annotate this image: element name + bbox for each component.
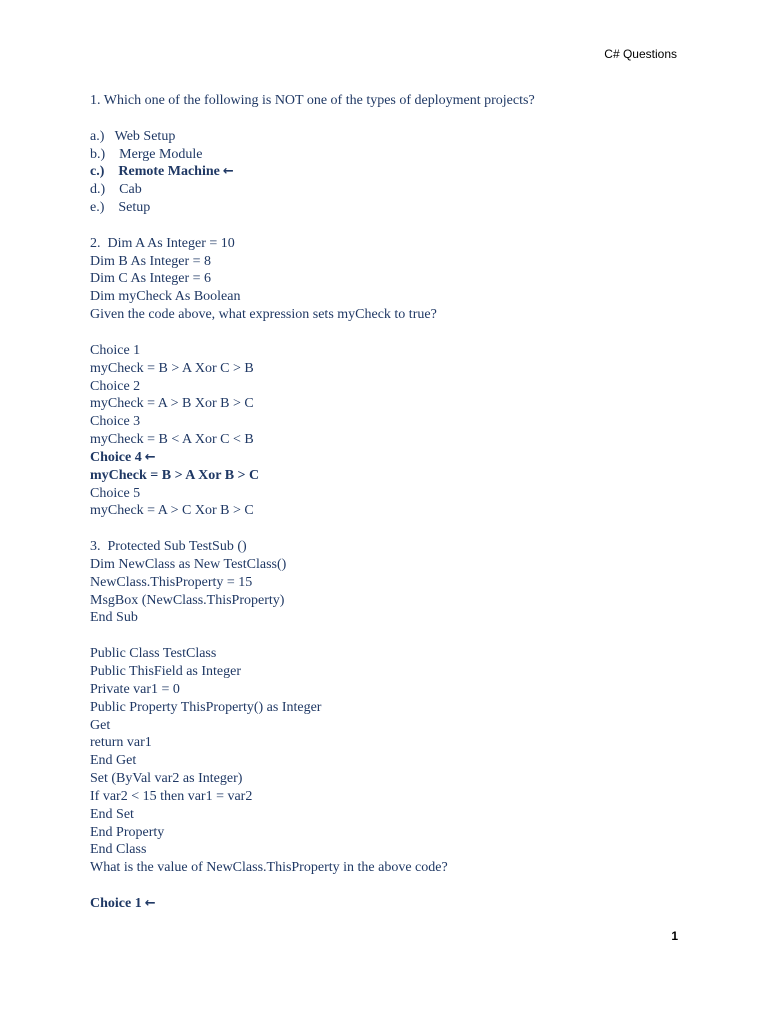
q3-class-line: return var1 — [90, 735, 152, 751]
q2-line-3: Dim C As Integer = 6 — [90, 271, 212, 287]
q3-line: 3. Protected Sub TestSub () — [90, 539, 247, 555]
document-header-title: C# Questions — [604, 47, 677, 61]
q2-choice-3-code: myCheck = B < A Xor C < B — [90, 432, 254, 448]
spacer — [90, 520, 690, 538]
arrow-left-icon: ← — [222, 164, 234, 180]
q3-class-line: Public ThisField as Integer — [90, 664, 241, 679]
q2-line-1: 2. Dim A As Integer = 10 — [90, 235, 235, 251]
q3-question: What is the value of NewClass.ThisProperty in the above code? — [90, 860, 448, 876]
q3-class-line: Public Class TestClass — [90, 646, 217, 662]
page-number: 1 — [671, 929, 678, 943]
q3-answer — [90, 895, 690, 913]
q3-class-line: End Get — [90, 753, 137, 769]
q2-choice-4-code: myCheck = B > A Xor B > C — [90, 467, 260, 483]
q1-option-c-label: c.) Remote Machine — [90, 164, 220, 180]
spacer — [90, 877, 690, 895]
arrow-left-icon: ← — [144, 449, 156, 465]
q2-choice-5-label: Choice 5 — [90, 485, 141, 501]
q2-line-2: Dim B As Integer = 8 — [90, 253, 212, 269]
spacer — [90, 324, 690, 342]
q2-choice-4-label-answer — [90, 449, 690, 467]
q1-option-d: d.) Cab — [90, 182, 142, 198]
question-1-text: 1. Which one of the following is NOT one of the types of deployment projects? — [90, 93, 535, 108]
spacer — [90, 627, 690, 645]
q3-class-line: Get — [90, 717, 111, 733]
q2-choice-5-code: myCheck = A > C Xor B > C — [90, 503, 254, 519]
q3-line: MsgBox (NewClass.ThisProperty) — [90, 592, 285, 608]
q3-line: Dim NewClass as New TestClass() — [90, 556, 287, 572]
q2-choice-2-label: Choice 2 — [90, 378, 141, 394]
q3-class-line: End Set — [90, 806, 134, 822]
q2-choice-1-label: Choice 1 — [90, 342, 141, 358]
q1-option-b: b.) Merge Module — [90, 146, 203, 162]
q3-line: NewClass.ThisProperty = 15 — [90, 574, 253, 590]
q3-class-line: End Class — [90, 842, 147, 858]
q3-answer-label: Choice 1 — [90, 895, 142, 911]
arrow-left-icon: ← — [144, 895, 156, 911]
q2-choice-3-label: Choice 3 — [90, 414, 141, 430]
spacer — [90, 217, 690, 235]
q3-class-line: Public Property ThisProperty() as Integer — [90, 699, 322, 715]
q1-option-a: a.) Web Setup — [90, 128, 176, 144]
q2-choice-1-code: myCheck = B > A Xor C > B — [90, 360, 254, 376]
q1-option-c-answer — [90, 163, 690, 181]
q3-class-line: End Property — [90, 824, 165, 840]
q2-question: Given the code above, what expression sets myCheck to true? — [90, 307, 437, 323]
q1-option-e: e.) Setup — [90, 200, 151, 216]
q2-line-4: Dim myCheck As Boolean — [90, 289, 241, 305]
q3-class-line: Private var1 = 0 — [90, 681, 180, 697]
spacer — [90, 110, 690, 128]
q3-class-line: If var2 < 15 then var1 = var2 — [90, 788, 253, 804]
q2-choice-2-code: myCheck = A > B Xor B > C — [90, 396, 254, 412]
q2-choice-4-label: Choice 4 — [90, 449, 142, 465]
q3-line: End Sub — [90, 610, 138, 626]
q3-class-line: Set (ByVal var2 as Integer) — [90, 771, 243, 787]
document-body — [90, 92, 690, 913]
